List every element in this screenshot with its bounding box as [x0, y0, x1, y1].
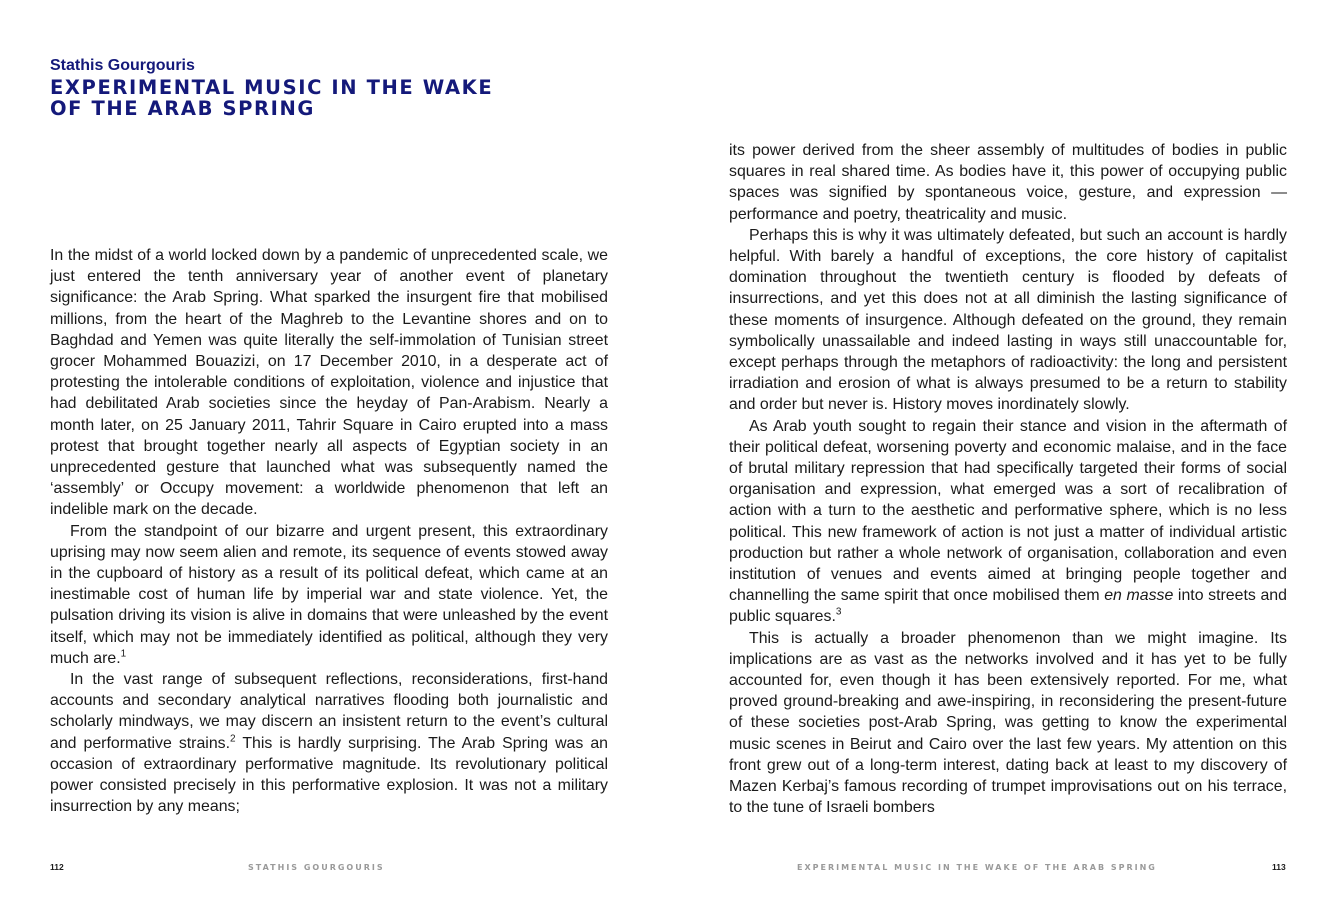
italic-phrase: en masse: [1104, 587, 1174, 605]
left-column: [50, 245, 608, 817]
paragraph-text: In the vast range of subsequent reflections, reconsiderations, first-hand accounts and secondary analytical narratives flooding both journalistic and scholarly mindways, we may discern an insistent return to the event’s cultural and performative strains.: [50, 671, 608, 752]
footnote-ref: 3: [835, 607, 842, 619]
paragraph-text: As Arab youth sought to regain their stance and vision in the aftermath of their political defeat, worsening poverty and economic malaise, and in the face of brutal military repression that had specifically targeted their forms of social organisation and expression, what emerged was a sort of recalibration of action with a turn to the aesthetic and performative sphere, which is no less political. This new framework of action is not just a matter of individual artistic production but rather a whole network of organisation, collaboration and even institution of venues and events aimed at bringing people together and channelling the same spirit that once mobilised them: [729, 417, 1287, 605]
right-running-head: EXPERIMENTAL MUSIC IN THE WAKE OF THE ARAB SPRING: [797, 863, 1157, 872]
paragraph: [50, 669, 608, 817]
footnote-ref: 2: [230, 733, 236, 745]
footnote-ref: 1: [120, 648, 127, 660]
left-running-head: STATHIS GOURGOURIS: [248, 863, 385, 872]
paragraph: [729, 416, 1287, 628]
paragraph-text: From the standpoint of our bizarre and urgent present, this extraordinary uprising may now seem alien and remote, its sequence of events stowed away in the cupboard of history as a result of its political defeat, which came at an inestimable cost of human life by imperial war and state violence. Yet, the pulsation driving its vision is alive in domains that were unleashed by the event itself, which may not be immediately identified as political, although they very much are.: [50, 522, 608, 667]
paragraph: This is actually a broader phenomenon than we might imagine. Its implications are as vast as the networks involved and it has yet to be fully accounted for, even though it has been extensively reported. For me, what proved ground-breaking and awe-inspiring, in reconsidering the present-future of these societies post-Arab Spring, was getting to know the experimental music scenes in Beirut and Cairo over the last few years. My attention on this front grew out of a long-term interest, dating back at least to my discovery of Mazen Kerbaj’s famous recording of trumpet improvisations out on his terrace, to the tune of Israeli bombers: [729, 629, 1287, 817]
article-header: [50, 56, 620, 119]
left-page-number: 112: [50, 862, 64, 872]
paragraph: [50, 521, 608, 669]
paragraph: its power derived from the sheer assembly of multitudes of bodies in public squares in real shared time. As bodies have it, this power of occupying public spaces was signified by spontaneous voice, gesture, and expression — performance and poetry, theatricality and music.: [729, 142, 1287, 223]
title-line-2: OF THE ARAB SPRING: [50, 97, 315, 120]
article-title: [50, 77, 620, 119]
paragraph: Perhaps this is why it was ultimately defeated, but such an account is hardly helpful. With barely a handful of exceptions, the core history of capitalist domination throughout the twentieth century is flooded by defeats of insurrections, and yet this does not at all diminish the lasting significance of these moments of insurgence. Although defeated on the ground, they remain symbolically unassailable and indeed lasting in ways still unaccountable for, except perhaps through the metaphors of radioactivity: the long and persistent irradiation and erosion of what is always presumed to be a return to stability and order but never is. History moves inordinately slowly.: [729, 226, 1287, 414]
right-page-number: 113: [1272, 862, 1286, 872]
paragraph: In the midst of a world locked down by a pandemic of unprecedented scale, we just entered the tenth anniversary year of another event of planetary significance: the Arab Spring. What sparked the insurgent fire that mobilised millions, from the heart of the Maghreb to the Levantine shores and on to Baghdad and Yemen was quite literally the self-immolation of Tunisian street grocer Mohammed Bouazizi, on 17 December 2010, in a desperate act of protesting the intolerable conditions of exploitation, violence and injustice that had debilitated Arab societies since the heyday of Pan-Arabism. Nearly a month later, on 25 January 2011, Tahrir Square in Cairo erupted into a mass protest that brought together nearly all aspects of Egyptian society in an unprecedented gesture that launched what was subsequently named the ‘assembly’ or Occupy movement: a worldwide phenomenon that left an indelible mark on the decade.: [50, 247, 608, 519]
author-name: Stathis Gourgouris: [50, 57, 195, 74]
right-column: [729, 140, 1287, 819]
paragraph-text: This is hardly surprising. The Arab Spring was an occasion of extraordinary performative magnitude. Its revolutionary political power consisted precisely in this performative explosion. It was not a military insurrection by any means;: [50, 734, 608, 816]
title-line-1: EXPERIMENTAL MUSIC IN THE WAKE: [50, 76, 494, 99]
paragraph-text: into streets and public squares.: [729, 587, 1287, 626]
